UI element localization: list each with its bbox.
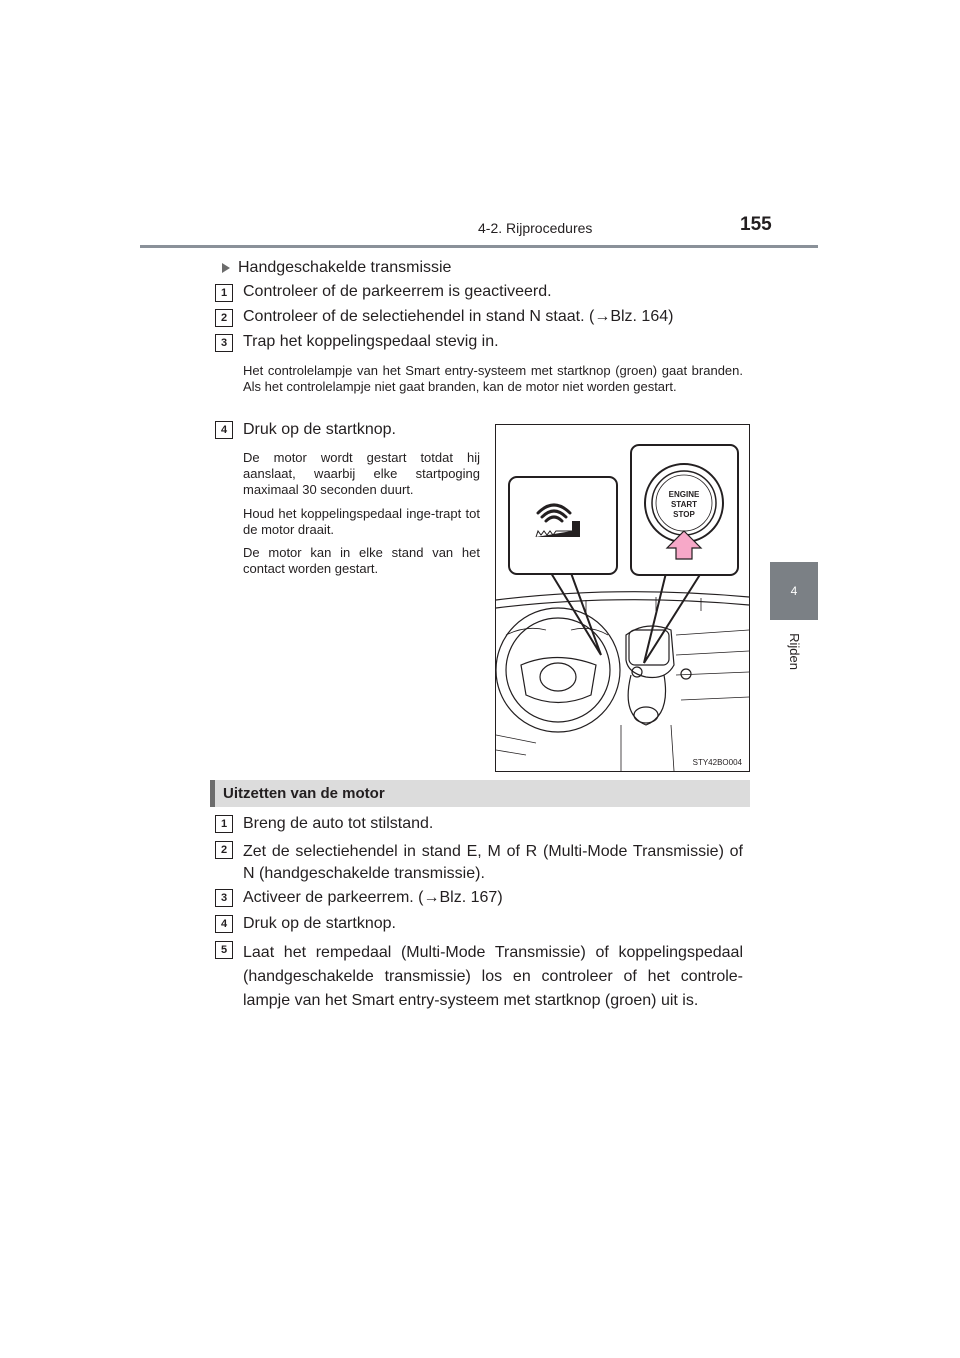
stop-step-number-2: 2 [215,841,233,859]
step-text-3: Trap het koppelingspedaal stevig in. [243,333,499,350]
page-number: 155 [740,214,772,235]
step-number-4: 4 [215,421,233,439]
step-text-1: Controleer of de parkeerrem is geactiveerd. [243,283,552,300]
step-number-2: 2 [215,309,233,327]
triangle-bullet-icon [222,263,230,273]
stop-step-text-1: Breng de auto tot stilstand. [243,815,434,832]
header-rule [140,245,818,248]
figure-code: STY42BO004 [692,758,742,767]
step-text-4: Druk op de startknop. [243,421,396,438]
dashboard-illustration [495,424,750,772]
subsection-heading [222,259,451,277]
section-title: 4-2. Rijprocedures [478,220,593,236]
step-4-note-3: De motor kan in elke stand van het contact worden gestart. [243,545,480,576]
step-3-note: Het controlelampje van het Smart entry-systeem met startknop (groen) gaat branden. Als het controlelampje niet gaat branden, kan de motor niet worden gestart. [243,363,743,394]
step-4-note-1: De motor wordt gestart totdat hij aanslaat, waarbij elke startpoging maximaal 30 seconden duurt. [243,450,480,497]
stop-step-text-3: Activeer de parkeerrem. (→Blz. 167) [243,889,503,906]
stop-step-number-4: 4 [215,915,233,933]
section-header-title: Uitzetten van de motor [223,785,385,802]
chapter-tab [770,562,818,620]
button-label-line-1: ENGINE [668,490,700,499]
step-number-1: 1 [215,284,233,302]
subsection-title: Handgeschakelde transmissie [238,259,452,276]
stop-step-text-4: Druk op de startknop. [243,915,396,932]
stop-step-number-1: 1 [215,815,233,833]
button-label-line-3: STOP [673,510,695,519]
stop-step-text-5: Laat het rempedaal (Multi-Mode Transmissie) of koppelingspedaal (handgeschakelde transmissie) los en controleer of het controle-lampje van het Smart entry-systeem met startknop (groen) uit is. [243,944,743,1009]
stop-step-number-3: 3 [215,889,233,907]
chapter-number: 4 [790,584,798,598]
button-label-line-2: START [670,500,698,509]
chapter-label-box [770,628,818,674]
stop-step-text-2: Zet de selectiehendel in stand E, M of R (Multi-Mode Transmissie) of N (handgeschakelde transmissie). [243,843,743,882]
step-text-2: Controleer of de selectiehendel in stand N staat. (→Blz. 164) [243,308,674,325]
stop-step-number-5: 5 [215,941,233,959]
step-4-note-2: Houd het koppelingspedaal inge-trapt tot de motor draait. [243,506,480,537]
chapter-label: Rijden [786,632,802,670]
section-header-bar [210,780,215,807]
dashboard-drawing [496,425,749,771]
step-number-3: 3 [215,334,233,352]
